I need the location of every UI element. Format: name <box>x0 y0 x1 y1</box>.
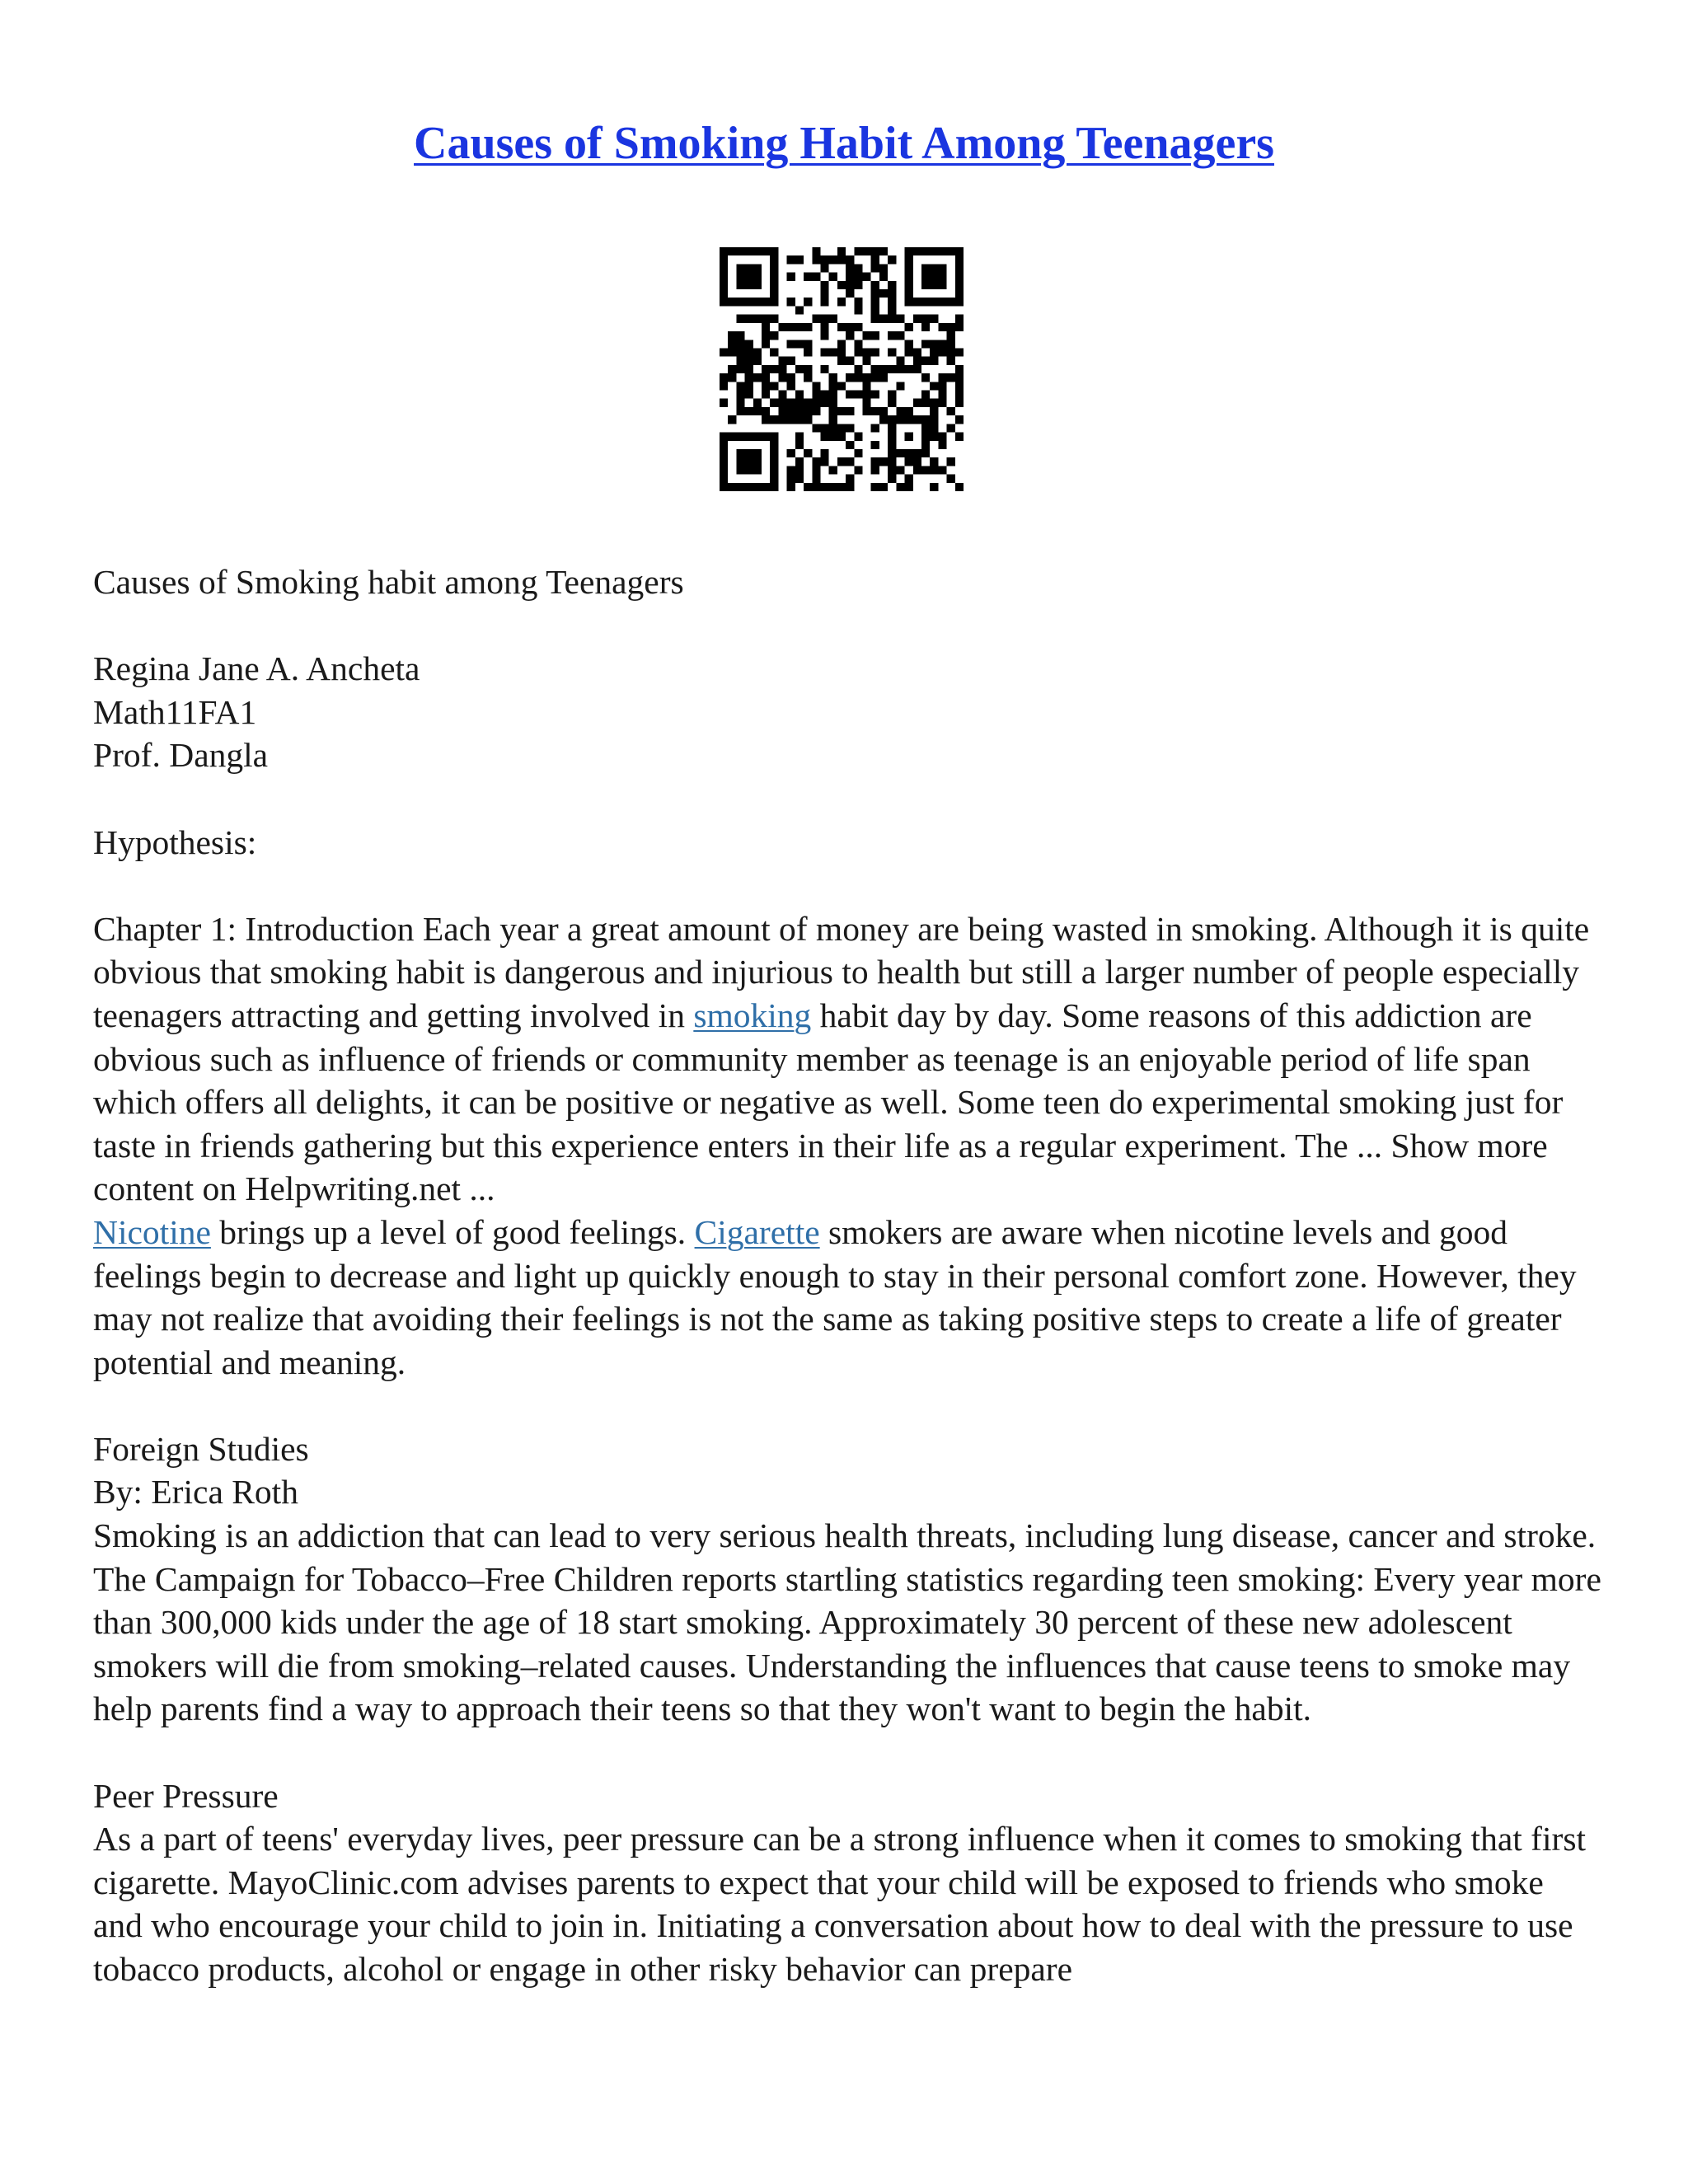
peer-pressure-paragraph: As a part of teens' everyday lives, peer pressure can be a strong influence when it comes to smoking that first cigarette. MayoClinic.com advises parents to expect that your child will be exposed to friends who smoke and who encourage your child to join in. Initiating a conversation about how to deal with the pressure to use tobacco products, alcohol or engage in other risky behavior can prepare <box>93 1820 1587 1988</box>
document-body <box>93 560 1601 1991</box>
foreign-studies-heading: Foreign Studies <box>93 1429 309 1468</box>
chapter1-text-2: habit day by day. Some reasons of this addiction are obvious such as influence of friends or community member as teenage is an enjoyable period of life span which offers all delights, it can be positive or negative as well. Some teen do experimental smoking just for taste in friends gathering but this experience enters in their life as a regular experiment. The ... Show more content on Helpwriting.net ... <box>93 996 1564 1208</box>
professor-name: Prof. Dangla <box>93 736 269 775</box>
chapter1-text-3: brings up a level of good feelings. <box>210 1212 695 1251</box>
cigarette-link[interactable]: Cigarette <box>694 1212 820 1251</box>
chapter1-text-4: smokers are aware when nicotine levels and good feelings begin to decrease and light up quickly enough to stay in their personal comfort zone. However, they may not realize that avoiding their feelings is not the same as taking positive steps to create a life of greater potential and meaning. <box>93 1212 1577 1381</box>
foreign-studies-paragraph: Smoking is an addiction that can lead to very serious health threats, including lung disease, cancer and stroke. The Campaign for Tobacco–Free Children reports startling statistics regarding teen smoking: Every year more than 300,000 kids under the age of 18 start smoking. Approximately 30 percent of these new adolescent smokers will die from smoking–related causes. Understanding the influences that cause teens to smoke may help parents find a way to approach their teens so that they won't want to begin the habit. <box>93 1516 1601 1728</box>
course-code: Math11FA1 <box>93 692 257 731</box>
hypothesis-label: Hypothesis: <box>93 823 257 861</box>
peer-pressure-heading: Peer Pressure <box>93 1776 279 1815</box>
chapter1-text-1: Chapter 1: Introduction Each year a great amount of money are being wasted in smoking. Although it is quite obvious that smoking habit is dangerous and injurious to health but still a larger number of people especially teenagers attracting and getting involved in <box>93 909 1590 1034</box>
document-title <box>0 114 1688 173</box>
author-name: Regina Jane A. Ancheta <box>93 649 420 688</box>
smoking-link[interactable]: smoking <box>693 996 812 1034</box>
nicotine-link[interactable]: Nicotine <box>93 1212 211 1251</box>
qr-code-icon <box>720 247 964 491</box>
foreign-studies-byline: By: Erica Roth <box>93 1473 298 1511</box>
document-title-link[interactable]: Causes of Smoking Habit Among Teenagers <box>414 118 1274 169</box>
document-subtitle: Causes of Smoking habit among Teenagers <box>93 563 684 601</box>
chapter1-paragraph <box>93 907 1601 1385</box>
